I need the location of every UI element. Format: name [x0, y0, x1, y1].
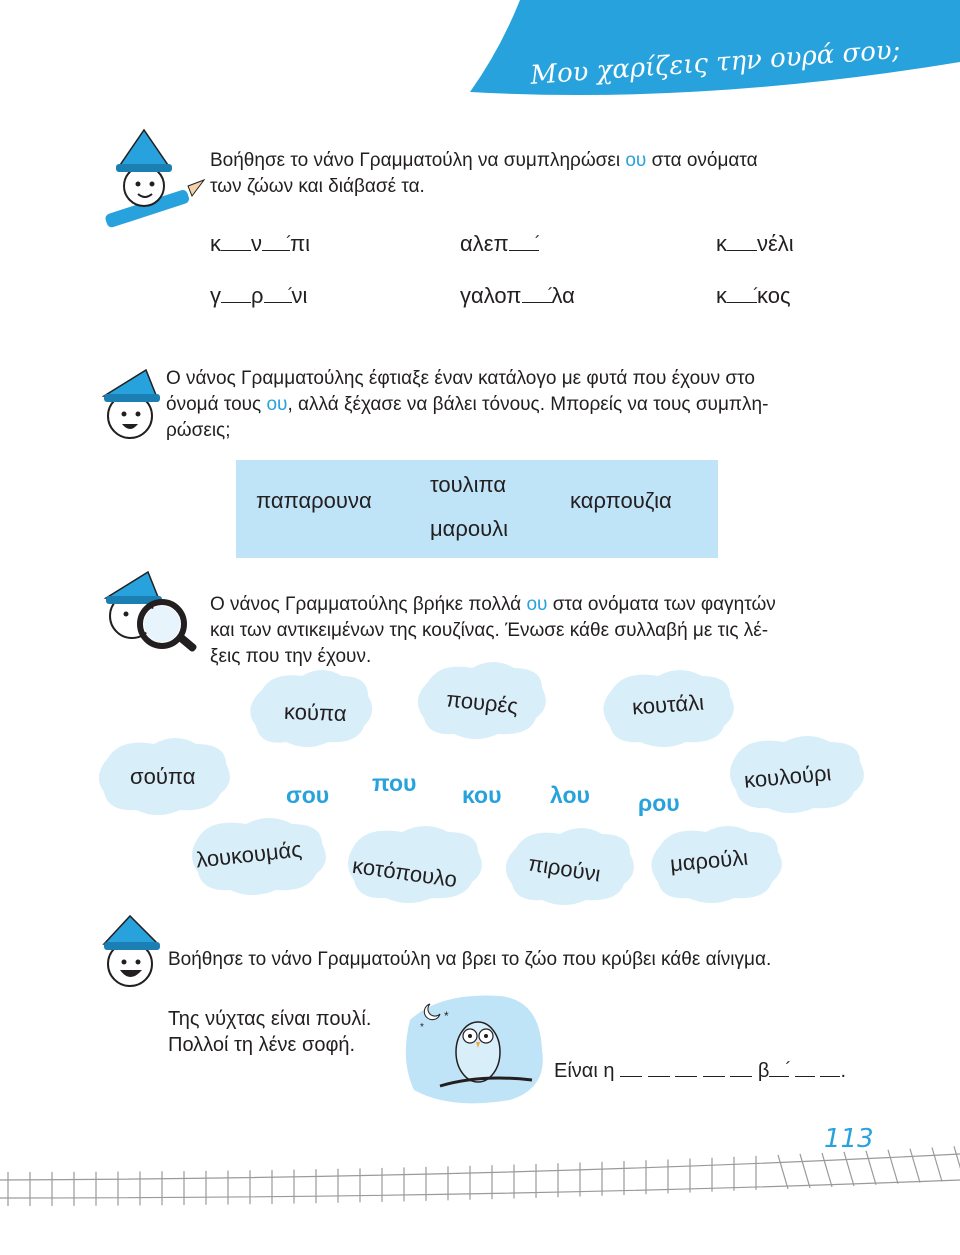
- track-tick: [932, 1147, 942, 1181]
- cloud-word-loukoumas[interactable]: λουκουμάς: [194, 836, 303, 873]
- answer-blank-1[interactable]: [620, 1062, 642, 1077]
- plant-karpouzia: καρπουζια: [570, 488, 672, 513]
- answer-blank-2[interactable]: [648, 1062, 670, 1077]
- answer-blank-5[interactable]: [730, 1062, 752, 1077]
- track-tick: [822, 1153, 832, 1187]
- ex3-highlight: ου: [526, 594, 548, 615]
- word-part: λα: [551, 283, 575, 308]
- syllable-kou[interactable]: κου: [462, 782, 502, 808]
- word-part: κ: [716, 283, 727, 308]
- word-part: ρ: [251, 283, 264, 308]
- cloud-word-koutali[interactable]: κουτάλι: [631, 689, 705, 720]
- chapter-title: Μου χαρίζεις την ουρά σου;: [529, 35, 902, 91]
- ex2-line2-b: , αλλά ξέχασε να βάλει τόνους. Μπορείς να τους συμπλη-: [287, 394, 769, 415]
- ex3-line2: και των αντικειμένων της κουζίνας. Ένωσε κάθε συλλαβή με τις λέ-: [210, 620, 769, 641]
- ex2-line3: ρώσεις;: [166, 420, 231, 441]
- syllable-sou[interactable]: σου: [286, 782, 330, 808]
- ex2-line2-a: όνομά τους: [166, 394, 267, 415]
- gnome-smiling-icon: [96, 914, 166, 994]
- ex2-highlight: ου: [266, 394, 288, 415]
- cloud-word-kotopoulo[interactable]: κοτόπουλο: [350, 852, 459, 893]
- ex1-instruction-text: Βοήθησε το νάνο Γραμματούλη να συμπληρώσει: [210, 150, 626, 171]
- word-part: κ: [210, 231, 221, 256]
- syllable-pou[interactable]: που: [372, 770, 417, 796]
- ex4-instruction: Βοήθησε το νάνο Γραμματούλη να βρει το ζώο που κρύβει κάθε αίνιγμα.: [168, 949, 772, 970]
- track-tick: [866, 1151, 876, 1185]
- answer-letter: β: [757, 1060, 770, 1082]
- track-tick: [800, 1154, 810, 1188]
- word-part: νι: [291, 283, 308, 308]
- track-tick: [778, 1155, 788, 1189]
- word-part: πι: [290, 231, 311, 256]
- answer-line: Είναι η β .: [554, 1060, 847, 1082]
- cloud-word-koupa[interactable]: κούπα: [283, 698, 348, 727]
- riddle-line1: Της νύχτας είναι πουλί.: [168, 1008, 372, 1030]
- ex1-instruction-highlight: ου: [625, 150, 647, 171]
- track-tick: [910, 1149, 920, 1183]
- syllable-lou[interactable]: λου: [550, 782, 590, 808]
- footer-ruler-track: [0, 1118, 960, 1218]
- riddle: [168, 1006, 371, 1058]
- plant-marouli: μαρουλι: [430, 516, 509, 541]
- track-tick: [954, 1146, 960, 1180]
- word-part: ν: [251, 231, 262, 256]
- track-tick: [844, 1152, 854, 1186]
- plant-paparouna: παπαρουνα: [256, 488, 372, 513]
- answer-blank-8[interactable]: [820, 1062, 840, 1077]
- svg-text:*: *: [444, 1009, 449, 1023]
- word-part: κ: [716, 231, 727, 256]
- answer-blank-4[interactable]: [703, 1062, 725, 1077]
- owl-night-icon: [400, 990, 550, 1108]
- word-part: νέλι: [757, 231, 794, 256]
- word-part: γ: [210, 283, 221, 308]
- cloud-word-pirouni[interactable]: πιρούνι: [526, 850, 603, 887]
- cloud-word-marouli[interactable]: μαρούλι: [669, 844, 749, 877]
- plant-toulipa: τουλιπα: [430, 472, 507, 497]
- ex1-instruction-text-end: στα ονόματα: [646, 150, 758, 171]
- track-tick: [888, 1150, 898, 1184]
- page-number: 113: [824, 1124, 874, 1154]
- cloud-word-koulouri[interactable]: κουλούρι: [743, 760, 833, 793]
- word-part: αλεπ: [460, 231, 509, 256]
- svg-text:*: *: [420, 1022, 424, 1033]
- word-part: γαλοπ: [460, 283, 522, 308]
- word-part: κος: [757, 283, 791, 308]
- ex2-line1: Ο νάνος Γραμματούλης έφτιαξε έναν κατάλογο με φυτά που έχουν στο: [166, 368, 755, 389]
- answer-blank-7[interactable]: [795, 1062, 815, 1077]
- syllable-rou[interactable]: ρου: [638, 790, 680, 816]
- ex3-line1-a: Ο νάνος Γραμματούλης βρήκε πολλά: [210, 594, 527, 615]
- answer-prefix: Είναι η: [554, 1060, 615, 1082]
- cloud-word-soupa[interactable]: σούπα: [130, 764, 196, 789]
- riddle-line2: Πολλοί τη λένε σοφή.: [168, 1034, 356, 1056]
- ex3-line3: ξεις που την έχουν.: [210, 646, 372, 667]
- ex1-instruction-line2: των ζώων και διάβασέ τα.: [210, 176, 425, 197]
- cloud-word-poures[interactable]: πουρές: [444, 686, 520, 719]
- answer-blank-3[interactable]: [675, 1062, 697, 1077]
- ex3-line1-b: στα ονόματα των φαγητών: [547, 594, 776, 615]
